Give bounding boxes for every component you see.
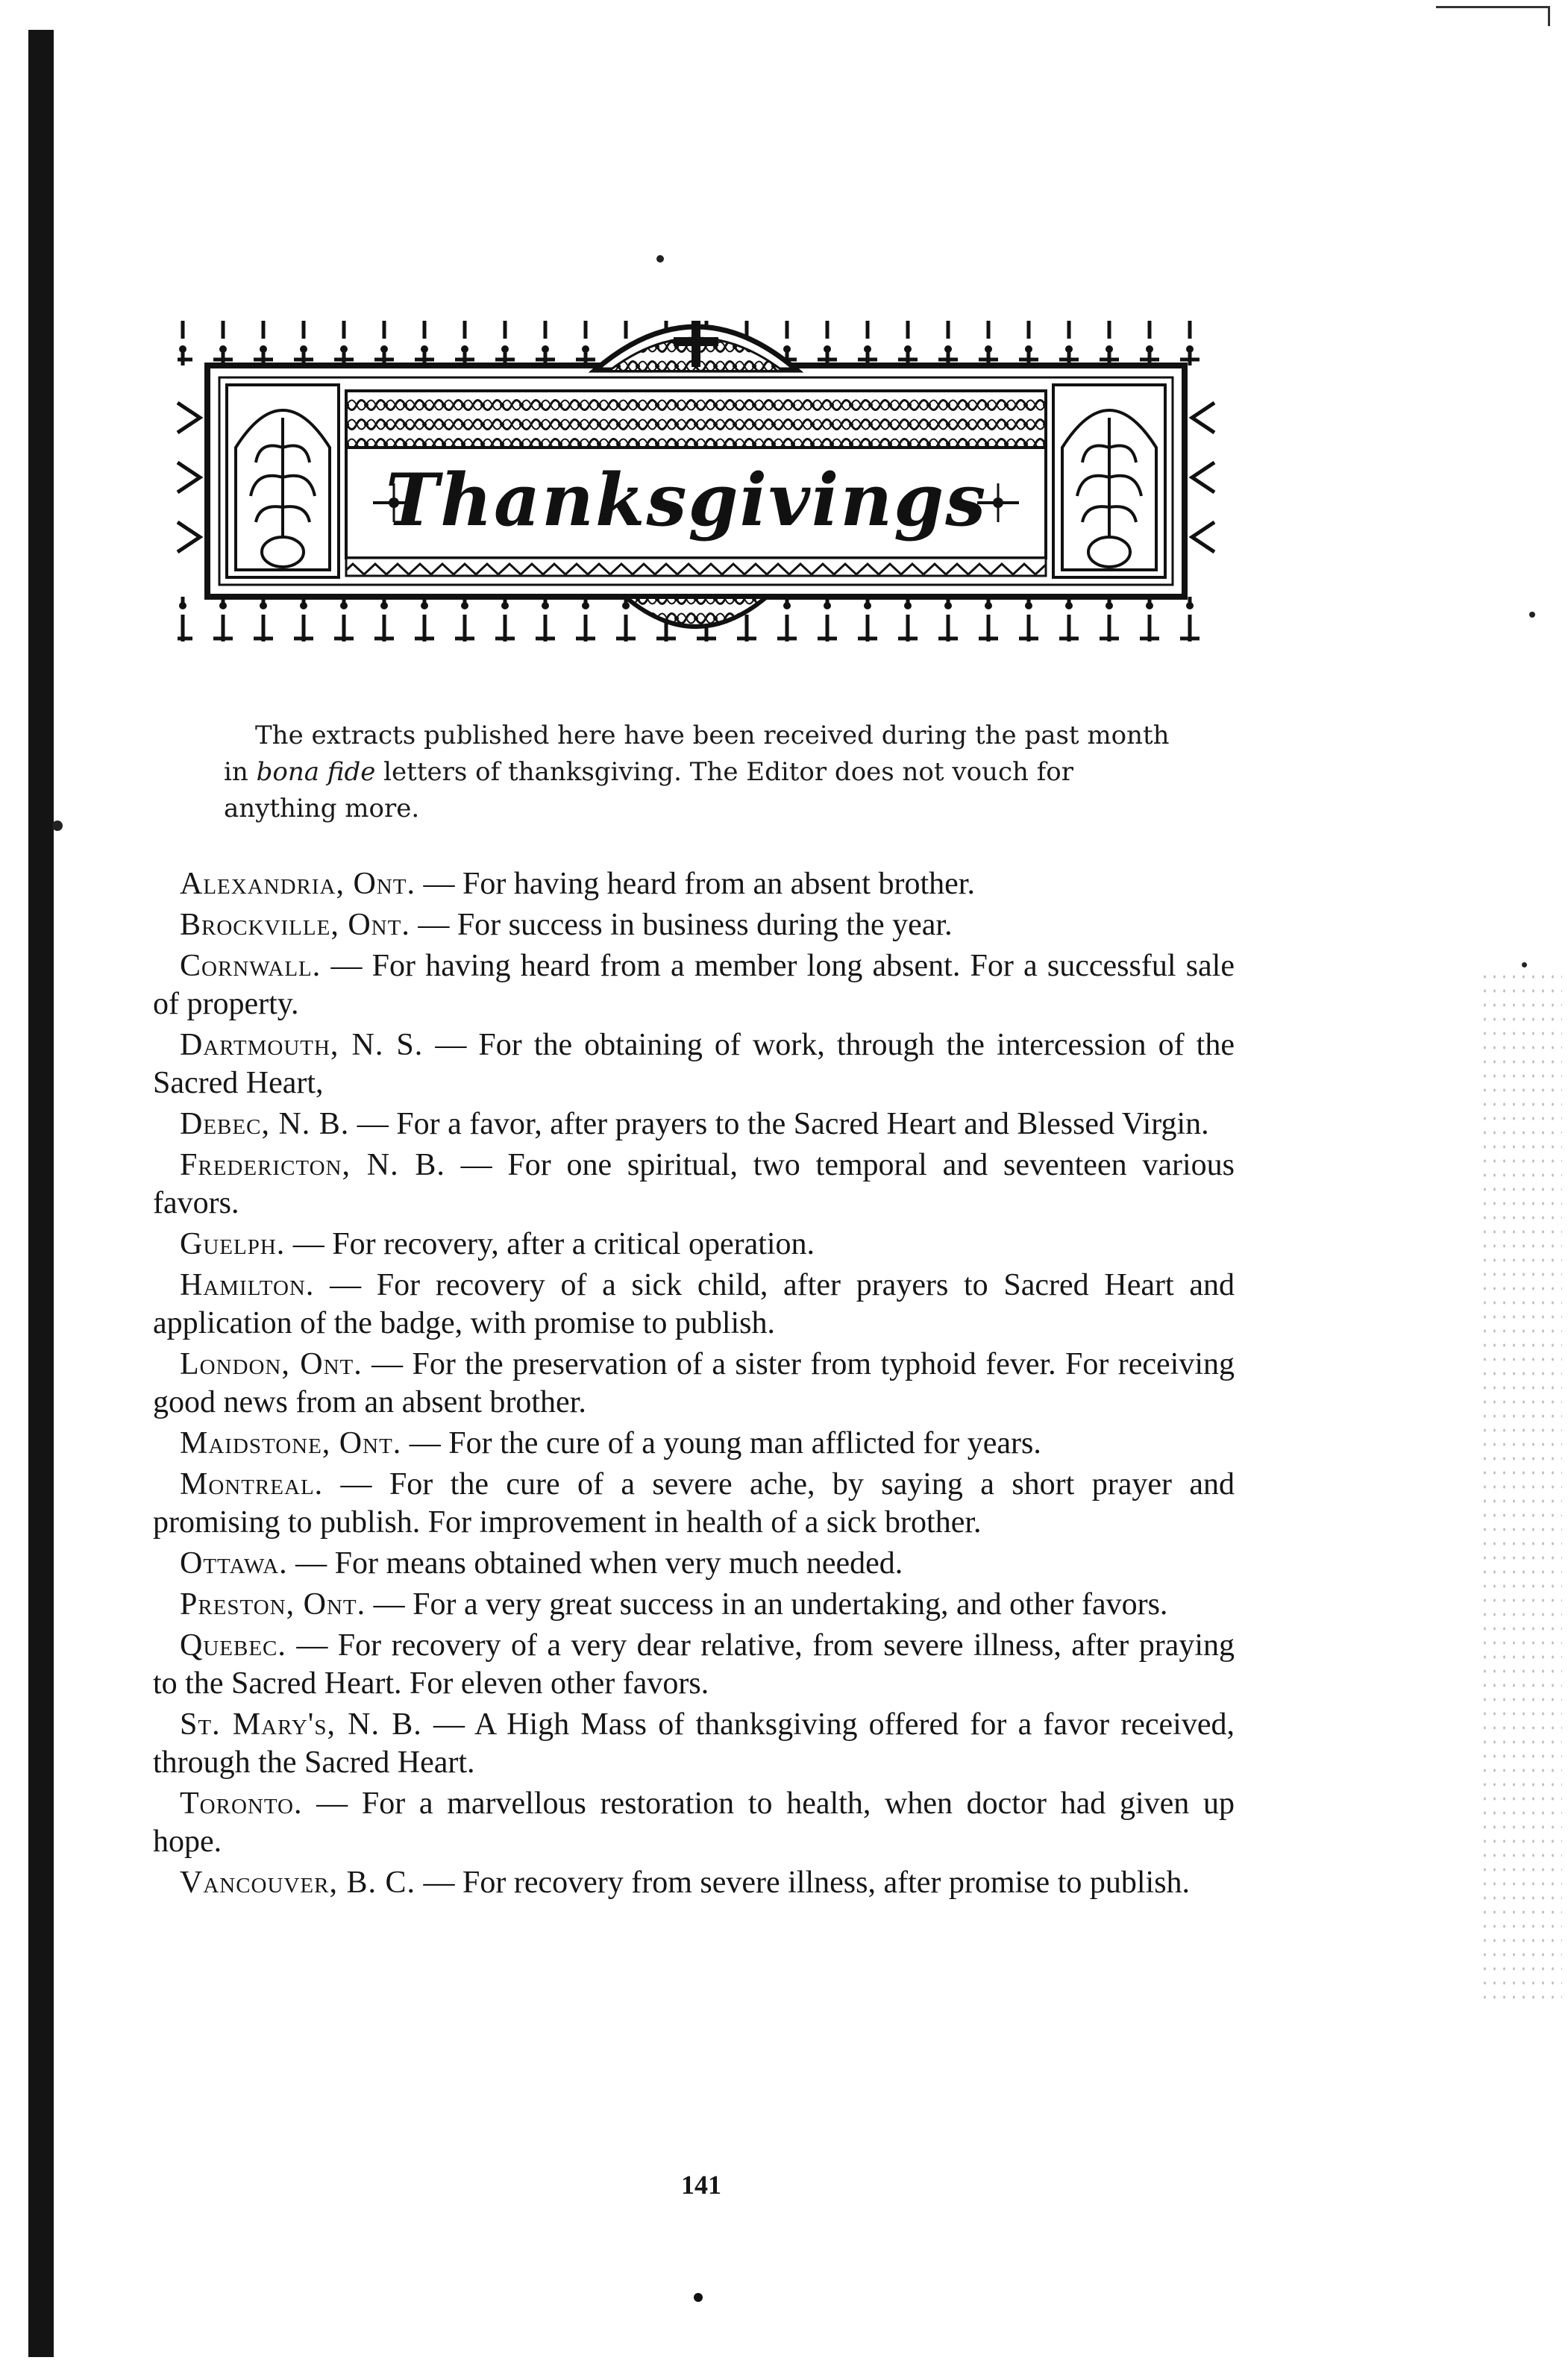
entry-text: — For the cure of a severe ache, by saying a short prayer and promising to publish. For improvement in health of a sick brother. <box>153 1467 1235 1540</box>
thanksgiving-entry <box>153 947 1235 1023</box>
entry-text: — A High Mass of thanksgiving offered for a favor received, through the Sacred Heart. <box>153 1707 1235 1780</box>
entry-place: Preston, Ont. <box>180 1587 366 1622</box>
page-title: Thanksgivings <box>385 457 988 542</box>
entry-place: Vancouver, B. C. <box>180 1866 415 1900</box>
entry-place: London, Ont. <box>180 1347 363 1381</box>
thanksgiving-entry <box>153 1706 1235 1782</box>
entry-place: St. Mary's, N. B. <box>180 1707 422 1742</box>
page-number: 141 <box>681 2170 721 2200</box>
footer-dot <box>694 2293 703 2302</box>
scan-edge-noise <box>1480 970 1562 1999</box>
intro-paragraph <box>224 718 1186 827</box>
thanksgiving-entry <box>153 1026 1235 1102</box>
entry-place: Toronto. <box>180 1786 303 1821</box>
thanksgiving-entry <box>153 1864 1235 1902</box>
thanksgiving-entry <box>153 1267 1235 1343</box>
entry-place: Cornwall. <box>180 949 322 983</box>
entry-place: Brockville, Ont. <box>180 908 410 942</box>
thanksgiving-entry <box>153 865 1235 903</box>
entry-text: — For means obtained when very much needed. <box>287 1546 903 1581</box>
intro-text-after: letters of thanksgiving. The Editor does not vouch for anything more. <box>224 757 1074 823</box>
intro-italic-phrase: bona fide <box>256 757 376 787</box>
ink-speck <box>656 255 664 263</box>
entry-place: Hamilton. <box>180 1268 315 1302</box>
entry-text: — For having heard from an absent brother. <box>415 867 975 901</box>
entry-place: Dartmouth, N. S. <box>180 1028 424 1062</box>
thanksgiving-entry <box>153 1466 1235 1542</box>
entry-text: — For the obtaining of work, through the intercession of the Sacred Heart, <box>153 1028 1235 1100</box>
entry-place: Maidstone, Ont. <box>180 1426 402 1460</box>
entry-place: Fredericton, N. B. <box>180 1148 445 1182</box>
entry-text: — For recovery from severe illness, after promise to publish. <box>415 1866 1191 1900</box>
thanksgiving-entry <box>153 1545 1235 1583</box>
entry-text: — For the preservation of a sister from typhoid fever. For receiving good news from an absent brother. <box>153 1347 1235 1419</box>
entry-place: Ottawa. <box>180 1546 288 1581</box>
entry-text: — For a very great success in an undertaking, and other favors. <box>366 1587 1168 1622</box>
entry-place: Alexandria, Ont. <box>180 867 415 901</box>
thanksgiving-entry <box>153 1346 1235 1422</box>
book-spine-shadow <box>28 30 54 2357</box>
entry-text: — For a favor, after prayers to the Sacred Heart and Blessed Virgin. <box>349 1107 1209 1141</box>
thanksgiving-entry <box>153 1627 1235 1703</box>
thanksgiving-entry <box>153 1785 1235 1861</box>
ink-speck <box>1522 962 1527 967</box>
entry-text: — For one spiritual, two temporal and seventeen various favors. <box>153 1148 1235 1220</box>
entry-text: — For recovery of a very dear relative, from severe illness, after praying to the Sacred Heart. For eleven other favors. <box>153 1628 1235 1701</box>
entry-text: — For having heard from a member long absent. For a successful sale of property. <box>153 949 1235 1021</box>
thanksgiving-list <box>153 865 1235 1905</box>
thanksgiving-entry <box>153 1586 1235 1624</box>
thanksgiving-entry <box>153 1226 1235 1264</box>
thanksgiving-entry <box>153 1105 1235 1143</box>
thanksgiving-entry <box>153 1425 1235 1463</box>
entry-place: Guelph. <box>180 1227 286 1261</box>
ink-speck <box>1529 612 1535 618</box>
thanksgiving-entry <box>153 906 1235 944</box>
corner-crop-mark <box>1436 6 1550 26</box>
entry-text: — For a marvellous restoration to health, when doctor had given up hope. <box>153 1786 1235 1859</box>
entry-text: — For success in business during the year. <box>410 908 953 942</box>
thanksgiving-entry <box>153 1146 1235 1223</box>
intro-text-before: The extracts published here have been received during the past month in <box>224 721 1170 787</box>
entry-place: Debec, N. B. <box>180 1107 350 1141</box>
entry-place: Quebec. <box>180 1628 286 1663</box>
entry-place: Montreal. <box>180 1467 324 1502</box>
entry-text: — For recovery of a sick child, after prayers to Sacred Heart and application of the badge, with promise to publish. <box>153 1268 1235 1340</box>
entry-text: — For recovery, after a critical operation. <box>285 1227 815 1261</box>
ink-speck <box>52 821 63 831</box>
entry-text: — For the cure of a young man afflicted for years. <box>401 1426 1041 1460</box>
